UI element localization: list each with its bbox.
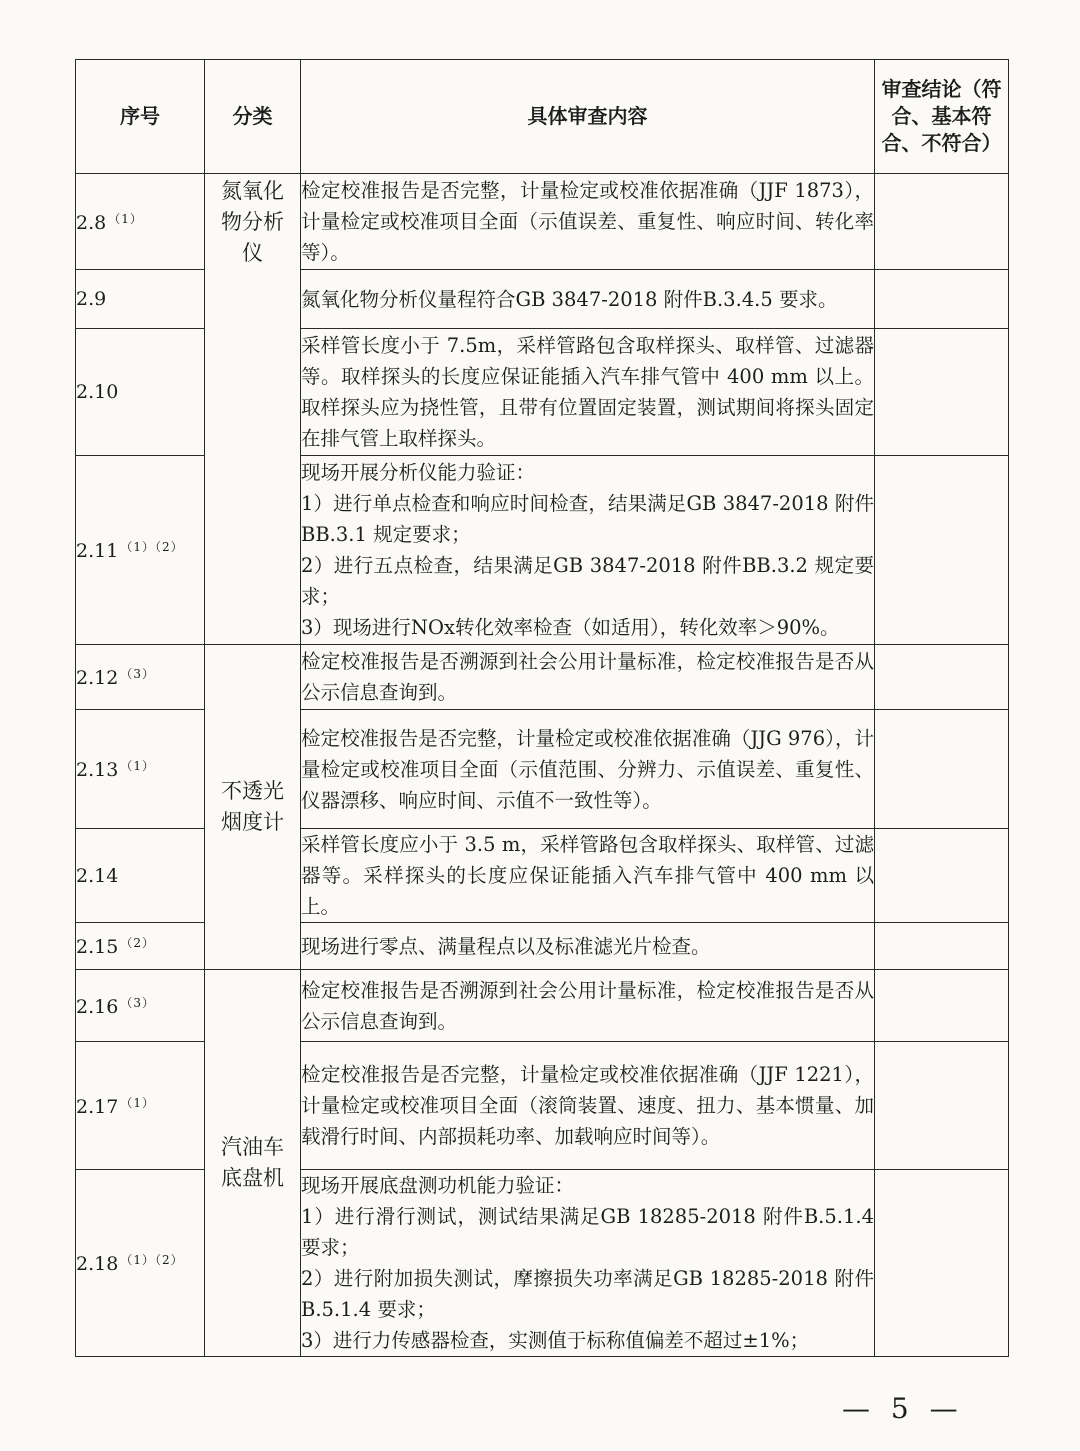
- conclusion-cell[interactable]: [875, 923, 1009, 970]
- row-number: [76, 270, 205, 329]
- table-row: [76, 174, 1009, 270]
- review-content: [301, 1170, 875, 1357]
- conclusion-cell[interactable]: [875, 1042, 1009, 1170]
- content-line: 现场开展底盘测功机能力验证：: [301, 1174, 575, 1197]
- row-number: [76, 174, 205, 270]
- row-number: [76, 645, 205, 710]
- row-number-value: 2.12: [76, 667, 119, 689]
- review-content: [301, 923, 875, 970]
- content-line: 现场进行零点、满量程点以及标准滤光片检查。: [301, 934, 711, 958]
- header-category: 分类: [205, 60, 301, 174]
- review-content: [301, 829, 875, 923]
- row-number-value: 2.17: [76, 1095, 119, 1118]
- content-line: 氮氧化物分析仪量程符合GB 3847-2018 附件B.3.4.5 要求。: [301, 287, 838, 311]
- row-number: [76, 329, 205, 456]
- content-line: 检定校准报告是否完整，计量检定或校准依据准确（JJF 1873），计量检定或校准项目全面（示值误差、重复性、响应时间、转化率等）。: [301, 179, 874, 264]
- content-line: 检定校准报告是否完整，计量检定或校准依据准确（JJG 976），计量检定或校准项目全面（示值范围、分辨力、示值误差、重复性、仪器漂移、响应时间、示值不一致性等）。: [301, 726, 874, 812]
- row-number: [76, 1170, 205, 1357]
- conclusion-cell[interactable]: [875, 645, 1009, 710]
- row-number: [76, 710, 205, 829]
- row-number-value: 2.9: [76, 288, 107, 310]
- row-note-marker: （1）: [108, 211, 143, 226]
- header-row: [76, 60, 1009, 174]
- review-content: [301, 456, 875, 645]
- review-content: [301, 710, 875, 829]
- row-note-marker: （3）: [120, 995, 155, 1010]
- conclusion-cell[interactable]: [875, 829, 1009, 923]
- content-line: 检定校准报告是否溯源到社会公用计量标准，检定校准报告是否从公示信息查询到。: [301, 650, 874, 704]
- row-note-marker: （1）: [120, 759, 155, 773]
- header-content: 具体审查内容: [301, 60, 875, 174]
- content-line: 3）进行力传感器检查，实测值于标称值偏差不超过±1%；: [301, 1329, 810, 1352]
- conclusion-cell[interactable]: [875, 174, 1009, 270]
- review-content: [301, 970, 875, 1042]
- row-number-value: 2.14: [76, 864, 119, 887]
- conclusion-cell[interactable]: [875, 1170, 1009, 1357]
- conclusion-cell[interactable]: [875, 710, 1009, 829]
- page-number: — 5 —: [842, 1392, 964, 1425]
- content-line: 检定校准报告是否完整，计量检定或校准依据准确（JJF 1221），计量检定或校准项目全面（滚筒装置、速度、扭力、基本惯量、加载滑行时间、内部损耗功率、加载响应时间等）。: [301, 1063, 874, 1148]
- content-line: 检定校准报告是否溯源到社会公用计量标准，检定校准报告是否从公示信息查询到。: [301, 978, 874, 1033]
- row-number-value: 2.15: [76, 936, 119, 958]
- conclusion-cell[interactable]: [875, 270, 1009, 329]
- row-note-marker: （1）（2）: [120, 1253, 184, 1267]
- row-note-marker: （2）: [120, 936, 155, 950]
- category-cell: 不透光烟度计: [205, 645, 301, 970]
- row-number-value: 2.16: [76, 995, 119, 1018]
- review-table: [75, 59, 1009, 1357]
- review-content: [301, 1042, 875, 1170]
- row-note-marker: （3）: [120, 667, 155, 681]
- table-row: [76, 645, 1009, 710]
- category-cell: 氮氧化物分析仪: [205, 174, 301, 645]
- row-note-marker: （1）（2）: [120, 540, 184, 554]
- row-number: [76, 970, 205, 1042]
- row-number: [76, 923, 205, 970]
- review-content: [301, 270, 875, 329]
- row-number: [76, 456, 205, 645]
- table-row: [76, 970, 1009, 1042]
- content-line: 2）进行附加损失测试，摩擦损失功率满足GB 18285-2018 附件B.5.1.4 要求；: [301, 1267, 874, 1321]
- content-line: 1）进行单点检查和响应时间检查，结果满足GB 3847-2018 附件BB.3.1 规定要求；: [301, 492, 874, 546]
- content-line: 现场开展分析仪能力验证：: [301, 461, 536, 484]
- row-number-value: 2.8: [76, 211, 107, 234]
- content-line: 1）进行滑行测试，测试结果满足GB 18285-2018 附件B.5.1.4 要求；: [301, 1205, 874, 1259]
- content-line: 2）进行五点检查，结果满足GB 3847-2018 附件BB.3.2 规定要求；: [301, 554, 874, 608]
- row-number-value: 2.10: [76, 381, 119, 403]
- content-line: 3）现场进行NOx转化效率检查（如适用），转化效率＞90%。: [301, 616, 840, 639]
- review-content: [301, 329, 875, 456]
- review-content: [301, 645, 875, 710]
- row-number: [76, 829, 205, 923]
- content-line: 采样管长度应小于 3.5 m，采样管路包含取样探头、取样管、过滤器等。采样探头的长度应保证能插入汽车排气管中 400 mm 以上。: [301, 833, 874, 918]
- content-line: 采样管长度小于 7.5m，采样管路包含取样探头、取样管、过滤器等。取样探头的长度应保证能插入汽车排气管中 400 mm 以上。取样探头应为挠性管，且带有位置固定装置，测试期间将探头固定在排气管上取样探头。: [301, 334, 874, 450]
- review-content: [301, 174, 875, 270]
- conclusion-cell[interactable]: [875, 970, 1009, 1042]
- conclusion-cell[interactable]: [875, 456, 1009, 645]
- header-num: 序号: [76, 60, 205, 174]
- row-number-value: 2.11: [76, 540, 119, 562]
- row-number: [76, 1042, 205, 1170]
- row-number-value: 2.13: [76, 759, 119, 781]
- header-conclusion: 审查结论（符合、基本符合、不符合）: [875, 60, 1009, 174]
- row-number-value: 2.18: [76, 1253, 119, 1275]
- conclusion-cell[interactable]: [875, 329, 1009, 456]
- category-cell: 汽油车底盘机: [205, 970, 301, 1357]
- row-note-marker: （1）: [120, 1095, 155, 1110]
